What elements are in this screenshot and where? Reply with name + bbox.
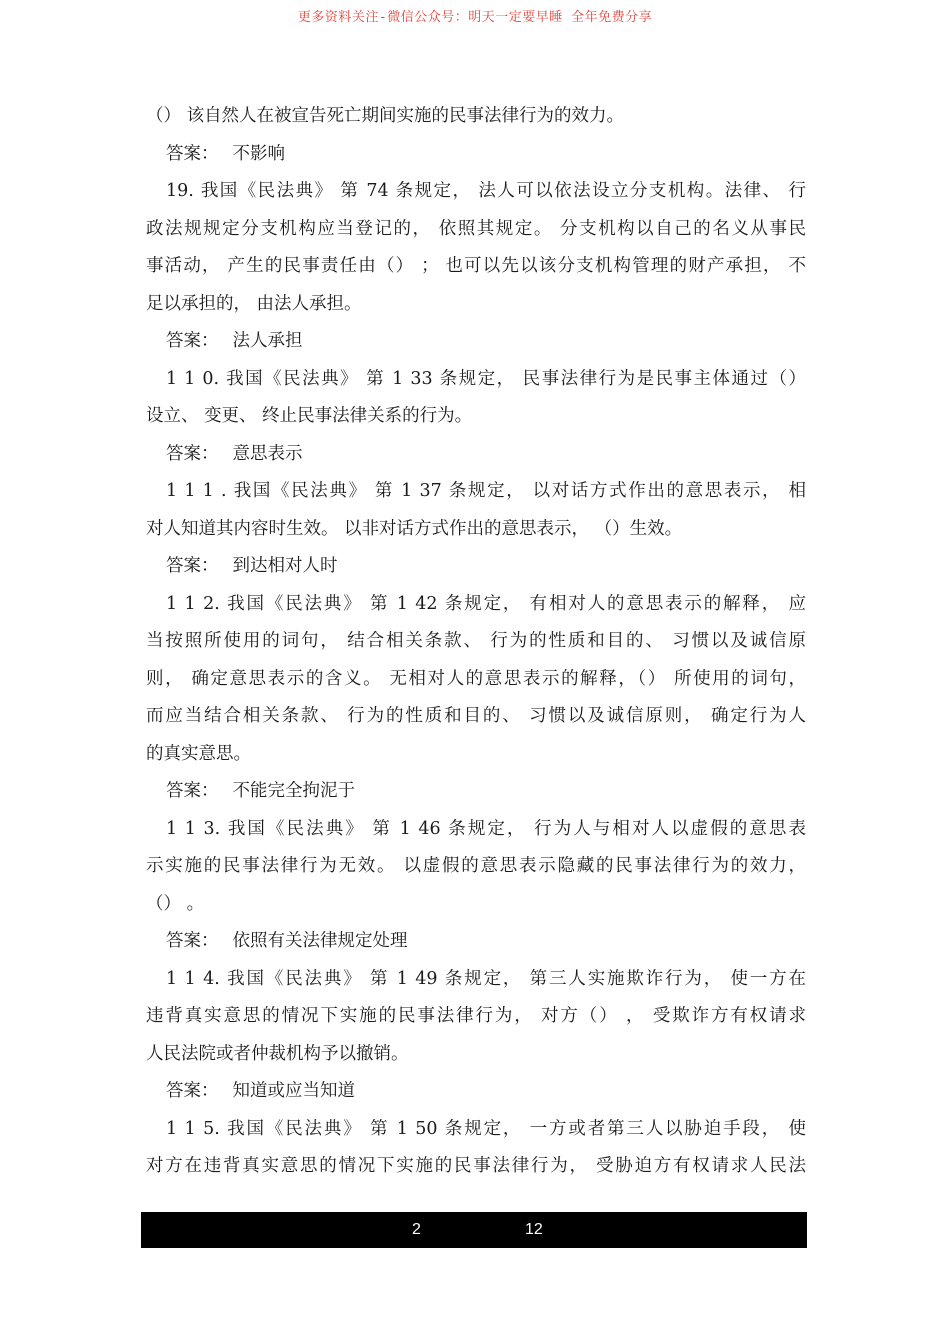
answer-line — [146, 773, 806, 811]
answer-text: 不影响 — [232, 143, 285, 164]
answer-label: 答案： — [166, 931, 219, 951]
question-19: 19. 我国《民法典》 第 74 条规定， 法人可以依法设立分支机构。法律、 行 — [166, 181, 806, 201]
text-line: 而应当结合相关条款、 行为的性质和目的、 习惯以及诚信原则， 确定行为人 — [146, 706, 806, 726]
text-line: 人民法院或者仲裁机构予以撤销。 — [146, 1043, 409, 1064]
answer-label: 答案： — [166, 443, 219, 464]
text-line: （） 该自然人在被宣告死亡期间实施的民事法律行为的效力。 — [146, 106, 625, 126]
question-112: 1 1 2. 我国《民法典》 第 1 42 条规定， 有相对人的意思表示的解释， 应 — [166, 593, 806, 614]
text-line: 则， 确定意思表示的含义。 无相对人的意思表示的解释，（） 所使用的词句， — [146, 668, 806, 689]
answer-label: 答案： — [166, 781, 219, 801]
text-line: 对人知道其内容时生效。 以非对话方式作出的意思表示， （）生效。 — [146, 518, 683, 539]
text-line: 对方在违背真实意思的情况下实施的民事法律行为， 受胁迫方有权请求人民法 — [146, 1156, 806, 1176]
watermark-header: 更多资料关注-微信公众号：明天一定要早睡 全年免费分享 — [297, 10, 653, 25]
answer-text: 法人承担 — [232, 331, 303, 351]
question-115: 1 1 5. 我国《民法典》 第 1 50 条规定， 一方或者第三人以胁迫手段， 使 — [166, 1118, 806, 1139]
text-line: 设立、 变更、 终止民事法律关系的行为。 — [146, 406, 473, 426]
answer-text: 到达相对人时 — [232, 556, 338, 576]
text-line: 足以承担的， 由法人承担。 — [146, 293, 362, 314]
text-line: 的真实意思。 — [146, 743, 251, 764]
answer-label: 答案： — [166, 331, 219, 351]
answer-line — [146, 136, 806, 174]
answer-label: 答案： — [166, 1081, 219, 1101]
answer-text: 知道或应当知道 — [232, 1081, 355, 1101]
answer-text: 依照有关法律规定处理 — [232, 931, 408, 951]
answer-line — [146, 323, 806, 361]
question-111: 1 1 1 . 我国《民法典》 第 1 37 条规定， 以对话方式作出的意思表示， 相 — [166, 481, 806, 501]
page-total: 12 — [525, 1221, 543, 1238]
page-number: 2 — [412, 1221, 421, 1238]
answer-line — [146, 436, 806, 474]
answer-line — [146, 1073, 806, 1111]
question-110: 1 1 0. 我国《民法典》 第 1 33 条规定， 民事法律行为是民事主体通过（） — [166, 368, 806, 389]
question-113: 1 1 3. 我国《民法典》 第 1 46 条规定， 行为人与相对人以虚假的意思表 — [166, 818, 806, 839]
text-line: 当按照所使用的词句， 结合相关条款、 行为的性质和目的、 习惯以及诚信原 — [146, 631, 806, 651]
answer-label: 答案： — [166, 556, 219, 576]
question-114: 1 1 4. 我国《民法典》 第 1 49 条规定， 第三人实施欺诈行为， 使一方在 — [166, 968, 806, 989]
text-line: 示实施的民事法律行为无效。 以虚假的意思表示隐藏的民事法律行为的效力， — [146, 856, 806, 876]
answer-text: 不能完全拘泥于 — [232, 781, 355, 801]
text-line: 事活动， 产生的民事责任由（） ； 也可以先以该分支机构管理的财产承担， 不 — [146, 256, 806, 276]
text-line: （） 。 — [146, 893, 205, 914]
answer-label: 答案： — [166, 143, 219, 164]
text-line: 政法规规定分支机构应当登记的， 依照其规定。 分支机构以自己的名义从事民 — [146, 218, 806, 239]
page-footer — [141, 1212, 807, 1248]
answer-text: 意思表示 — [232, 443, 303, 464]
answer-line — [146, 548, 806, 586]
text-line: 违背真实意思的情况下实施的民事法律行为， 对方（） ， 受欺诈方有权请求 — [146, 1006, 806, 1026]
document-body — [146, 98, 806, 1186]
answer-line — [146, 923, 806, 961]
